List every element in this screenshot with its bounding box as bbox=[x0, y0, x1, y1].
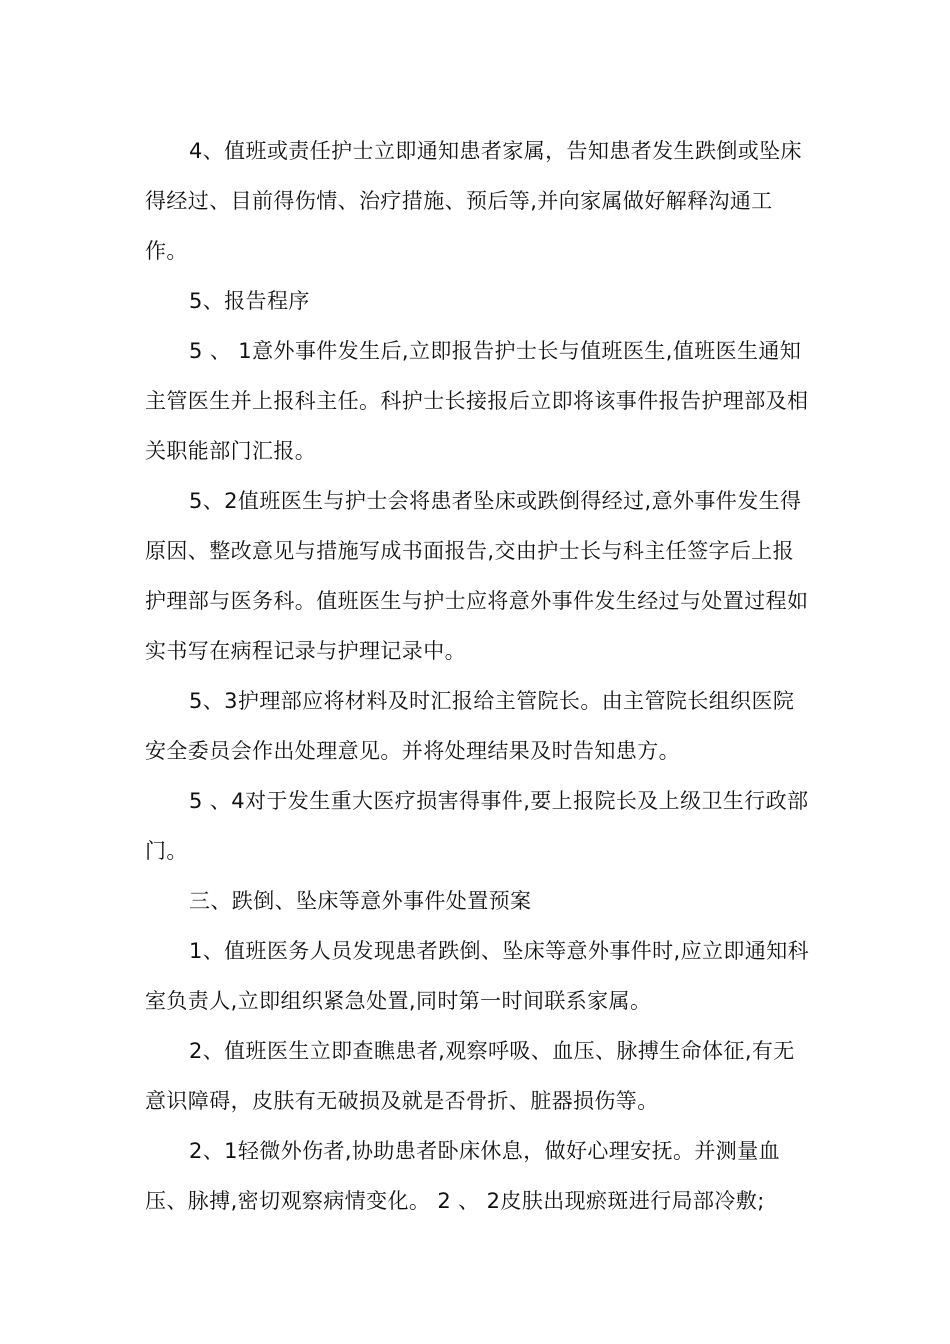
paragraph-family-notification: 4、值班或责任护士立即通知患者家属，告知患者发生跌倒或坠床得经过、目前得伤情、治疗措施、预后等,并向家属做好解释沟通工作。 bbox=[145, 139, 802, 263]
paragraph-plan-step-2-1: 2、1轻微外伤者,协助患者卧床休息，做好心理安抚。并测量血压、脉搏,密切观察病情变化。 2 、 2皮肤出现瘀斑进行局部冷敷; bbox=[145, 1139, 780, 1213]
paragraph-plan-step-1: 1、值班医务人员发现患者跌倒、坠床等意外事件时,应立即通知科室负责人,立即组织紧急处置,同时第一时间联系家属。 bbox=[145, 939, 810, 1013]
paragraph-report-5-4: 5 、4对于发生重大医疗损害得事件,要上报院长及上级卫生行政部门。 bbox=[145, 789, 809, 863]
section-heading-emergency-plan: 三、跌倒、坠床等意外事件处置预案 bbox=[189, 889, 532, 913]
document-body bbox=[145, 126, 813, 1226]
paragraph-plan-step-2: 2、值班医生立即查瞧患者,观察呼吸、血压、脉搏生命体征,有无意识障碍，皮肤有无破损及就是否骨折、脏器损伤等。 bbox=[145, 1039, 795, 1113]
paragraph-report-5-1: 5 、 1意外事件发生后,立即报告护士长与值班医生,值班医生通知主管医生并上报科主任。科护士长接报后立即将该事件报告护理部及相关职能部门汇报。 bbox=[145, 339, 809, 463]
paragraph-report-5-2: 5、2值班医生与护士会将患者坠床或跌倒得经过,意外事件发生得原因、整改意见与措施写成书面报告,交由护士长与科主任签字后上报护理部与医务科。值班医生与护士应将意外事件发生经过与处置过程如实书写在病程记录与护理记录中。 bbox=[145, 489, 809, 663]
paragraph-report-5-3: 5、3护理部应将材料及时汇报给主管院长。由主管院长组织医院安全委员会作出处理意见。并将处理结果及时告知患方。 bbox=[145, 689, 795, 763]
paragraph-reporting-procedure-heading: 5、报告程序 bbox=[189, 289, 310, 313]
